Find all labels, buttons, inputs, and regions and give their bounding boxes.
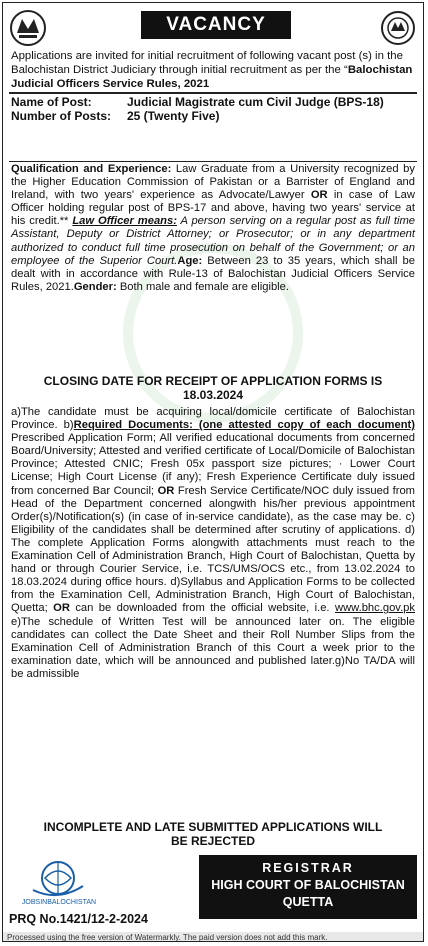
intro-paragraph <box>11 49 415 91</box>
divider <box>9 161 417 162</box>
condition-a: a)The candidate must be acquiring local/domicile certificate of Balochistan Province. b) <box>11 406 415 432</box>
age-text: Between 23 to 35 years, which shall be dealt with in accordance with Rule-13 of Balochistan Judicial Officers Service Rules, 2021. <box>11 254 415 293</box>
age-label: Age: <box>177 254 203 267</box>
divider <box>9 92 417 94</box>
rejection-line-2: BE REJECTED <box>170 834 256 848</box>
website-link[interactable]: www.bhc.gov.pk <box>334 602 415 615</box>
registrar-title: REGISTRAR <box>262 861 354 875</box>
required-documents-label: Required Documents: (one attested copy of each document) <box>73 419 415 432</box>
law-officer-text: A person serving on a regular post as full time Assistant, Deputy or District Attorney; or Prosecutor; or in any department authorized to conduct full time prosecution on behalf of the Government; or an employee of the Superior Court. <box>11 215 415 267</box>
jobs-in-balochistan-logo-icon <box>23 856 93 902</box>
vacancy-advertisement <box>2 2 424 942</box>
closing-date-value: 18.03.2024 <box>182 388 244 402</box>
documents-text: Prescribed Application Form; All verified educational documents from concerned Board/University; Attested and verified certificate of Local/Domicile of Balochistan Province; Attested CNIC; Fresh 05x passport size pictures; · Lower Court License; High Court License (if any); Fresh Experience Certificate duly issued from concerned Bar Council; <box>11 432 415 497</box>
post-name-row <box>11 95 415 109</box>
gender-text: Both male and female are eligible. <box>116 280 289 293</box>
vacancy-title: VACANCY <box>141 11 291 39</box>
post-details <box>11 95 415 123</box>
qualification-label: Qualification and Experience: <box>11 163 172 175</box>
closing-date-heading: CLOSING DATE FOR RECEIPT OF APPLICATION FORMS IS <box>43 374 383 388</box>
documents-text: e)The schedule of Written Test will be announced later on. The eligible candidates can collect the Date Sheet and their Roll Number Slips from the Examination Cell of Administration Branch of this Court a week prior to the examination date, which will be announced and published later.g)No TA/DA will be admissible <box>11 615 415 680</box>
conditions-paragraph <box>11 406 415 681</box>
qualification-text: in case of Law Officer holding regular post of BPS-17 and above, having two years' service at his credit.** <box>11 189 415 228</box>
prq-number: PRQ No.1421/12-2-2024 <box>9 912 148 926</box>
jobs-logo-text: JOBSINBALOCHISTAN <box>21 899 97 906</box>
gender-label: Gender: <box>73 280 117 293</box>
or-keyword: OR <box>310 189 328 202</box>
documents-text: Fresh Service Certificate/NOC duly issued from Head of the Department concerned alongwith his/her previous appointment Order(s)/Notification(s) (in case of in-service candidate), as the case may be. c) Eligibility of the candidates shall be determined after scrutiny of applications. d) The complete Application Forms alongwith attachments must reach to the Examination Cell of Administration Branch, High Court of Balochistan, Quetta by hand or through Courier Service, i.e. TCS/UMS/OCS etc., from 13.02.2024 to 18.03.2024 during office hours. d)Syllabus and Application Forms to be collected from the Examination Cell, Administration Branch, High Court of Balochistan, Quetta; <box>11 484 415 615</box>
post-number-label: Number of Posts: <box>11 109 112 123</box>
registrar-block <box>199 855 417 919</box>
rules-name: Balochistan Judicial Officers Service Rules, 2021 <box>11 64 413 90</box>
or-keyword: OR <box>53 602 70 615</box>
rejection-notice <box>11 820 415 848</box>
high-court-emblem-right <box>379 9 417 47</box>
post-number-row <box>11 109 415 123</box>
court-name: HIGH COURT OF BALOCHISTAN <box>211 878 405 892</box>
law-officer-label: Law Officer means: <box>72 215 177 228</box>
rejection-line-1: INCOMPLETE AND LATE SUBMITTED APPLICATIONS WILL <box>43 820 383 834</box>
balochistan-emblem-left <box>9 9 47 47</box>
or-keyword: OR <box>157 484 175 497</box>
watermark-notice: Processed using the free version of Watermarkly. The paid version does not add this mark. <box>3 932 424 942</box>
post-name-value: Judicial Magistrate cum Civil Judge (BPS-18) <box>127 95 384 109</box>
court-city: QUETTA <box>282 895 334 909</box>
documents-text: can be downloaded from the official website, i.e. <box>69 602 335 615</box>
post-number-value: 25 (Twenty Five) <box>127 109 220 123</box>
closing-date <box>11 374 415 402</box>
qualification-text: Law Graduate from a University recognized by the Higher Education Commission of Pakistan or a Barrister of England and Ireland, with two years' experience as Advocate/Lawyer <box>11 163 415 202</box>
intro-text: Applications are invited for initial recruitment of following vacant post (s) in the Balochistan District Judiciary through initial recruitment as per the “ <box>11 50 403 76</box>
post-name-label: Name of Post: <box>11 95 92 109</box>
qualification-paragraph <box>11 163 415 294</box>
